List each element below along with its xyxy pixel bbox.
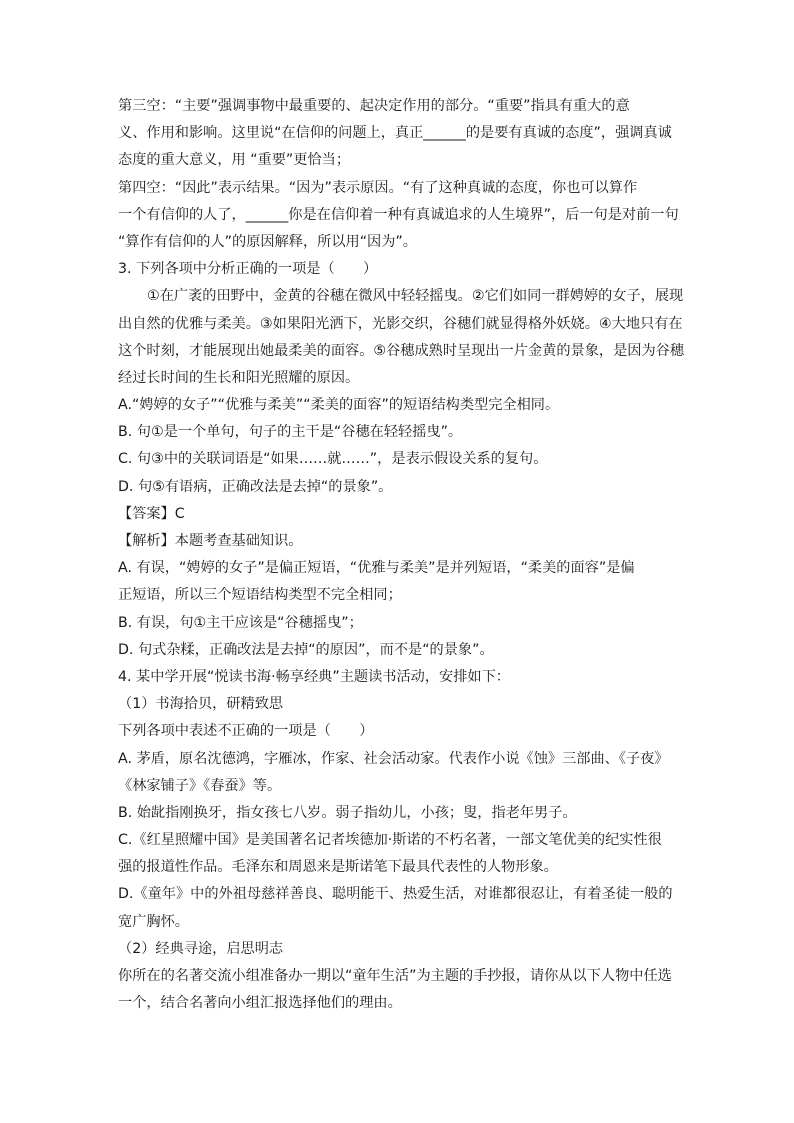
option-a: A. 茅盾，原名沈德鸿，字雁冰，作家、社会活动家。代表作小说《蚀》三部曲、《子夜》 (118, 750, 669, 767)
document-body (118, 93, 696, 1017)
paragraph-line: “算作有信仰的人”的原因解释，所以用“因为”。 (118, 233, 417, 250)
passage-line: 出自然的优雅与柔美。③如果阳光洒下，光影交织，谷穗们就显得格外妖娆。④大地只有在 (118, 315, 683, 332)
analysis-heading: 【解析】本题考查基础知识。 (118, 533, 303, 549)
option-d: D. 句⑤有语病，正确改法是去掉“的景象”。 (118, 478, 393, 495)
passage-line: 经过长时间的生长和阳光照耀的原因。 (118, 369, 360, 386)
question-4-title: 4. 某中学开展“悦读书海·畅享经典”主题读书活动，安排如下： (118, 668, 510, 685)
analysis-line: 正短语，所以三个短语结构类型不完全相同； (118, 587, 402, 604)
passage-line: ①在广袤的田野中，金黄的谷穗在微风中轻轻摇曳。②它们如同一群娉婷的女子，展现 (147, 288, 684, 305)
option-c-continued: 强的报道性作品。毛泽东和周恩来是斯诺笔下最具代表性的人物形象。 (118, 859, 558, 876)
option-a-continued: 《林家铺子》《春蚕》等。 (118, 777, 282, 794)
subsection-title: （1）书海拾贝，研精致思 (118, 696, 284, 713)
paragraph-line: 第三空：“主要”强调事物中最重要的、起决定作用的部分。“重要”指具有重大的意 (118, 98, 630, 114)
answer-line: 【答案】C (118, 505, 185, 522)
option-d-continued: 宽广胸怀。 (118, 913, 189, 930)
subsection-title: （2）经典寻途，启思明志 (118, 940, 284, 957)
paragraph-line: 义、作用和影响。这里说“在信仰的问题上，真正______的是要有真诚的态度”，强调真诚 (118, 125, 672, 142)
analysis-line: A. 有误，“娉婷的女子”是偏正短语，“优雅与柔美”是并列短语，“柔美的面容”是偏 (118, 560, 635, 577)
option-c: C. 句③中的关联词语是“如果……就……”，是表示假设关系的复句。 (118, 451, 548, 468)
paragraph-line: 态度的重大意义，用 “重要”更恰当； (118, 152, 351, 169)
option-d: D.《童年》中的外祖母慈祥善良、聪明能干、热爱生活，对谁都很忍让，有着圣徒一般的 (118, 886, 673, 903)
option-c: C.《红星照耀中国》是美国著名记者埃德加·斯诺的不朽名著，一部文笔优美的纪实性很 (118, 832, 662, 849)
task-line: 一个，结合名著向小组汇报选择他们的理由。 (118, 995, 402, 1012)
analysis-line: D. 句式杂糅，正确改法是去掉“的原因”，而不是“的景象”。 (118, 641, 494, 658)
passage-line: 这个时刻，才能展现出她最柔美的面容。⑤谷穗成熟时呈现出一片金黄的景象，是因为谷穗 (118, 342, 685, 359)
option-a: A.“娉婷的女子”“优雅与柔美”“柔美的面容”的短语结构类型完全相同。 (118, 397, 560, 414)
paragraph-line: 一个有信仰的人了，______你是在信仰着一种有真诚追求的人生境界”，后一句是对前一句 (118, 206, 679, 223)
task-line: 你所在的名著交流小组准备办一期以“童年生活”为主题的手抄报，请你从以下人物中任选 (118, 968, 672, 984)
option-b: B. 句①是一个单句，句子的主干是“谷穗在轻轻摇曳”。 (118, 424, 463, 441)
option-b: B. 始龀指刚换牙，指女孩七八岁。弱子指幼儿，小孩；叟，指老年男子。 (118, 804, 577, 821)
question-prompt: 下列各项中表述不正确的一项是（ ） (118, 723, 374, 740)
analysis-line: B. 有误，句①主干应该是“谷穗摇曳”； (118, 614, 363, 631)
question-3-title: 3. 下列各项中分析正确的一项是（ ） (118, 261, 378, 278)
paragraph-line: 第四空：“因此”表示结果。“因为”表示原因。“有了这种真诚的态度，你也可以算作 (118, 179, 638, 196)
